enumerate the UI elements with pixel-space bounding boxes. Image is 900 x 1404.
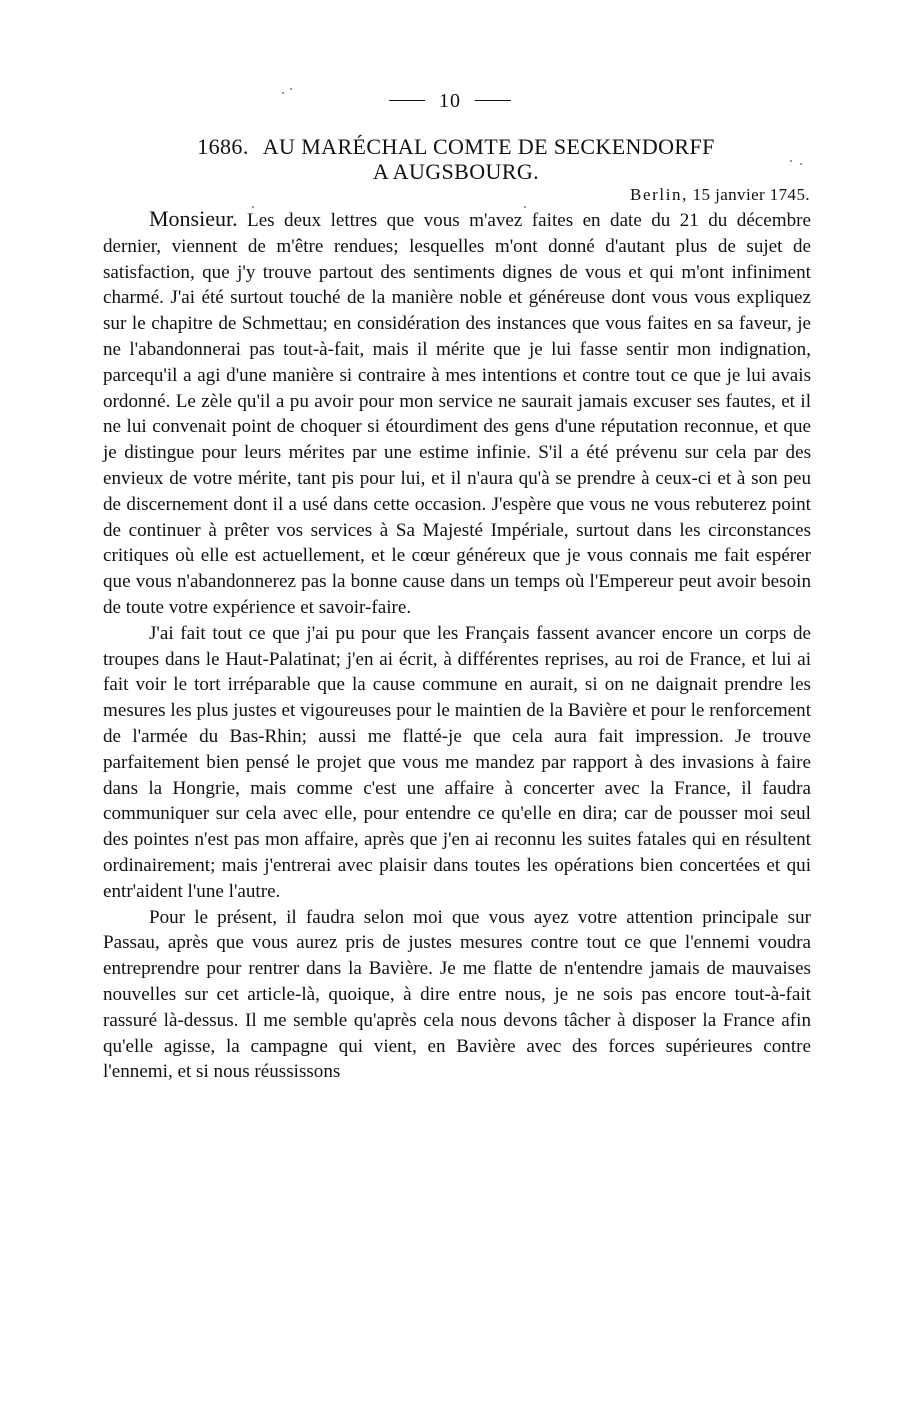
paragraph-1-text: Les deux lettres que vous m'avez faites en date du 21 du décembre dernier, viennent de m'être rendues; lesquelles m'ont donné d'autant plus de sujet de satisfaction, que j'y trouve partout des sentiments dignes de vous et qui m'ont infiniment charmé. J'ai été surtout touché de la manière noble et généreuse dont vous vous expliquez sur le chapitre de Schmettau; en considération des instances que vous faites en sa faveur, je ne l'abandonnerai pas tout-à-fait, mais il mérite que je lui fasse sentir mon indignation, parcequ'il a agi d'une manière si contraire à mes intentions et contre tout ce que je lui avais ordonné. Le zèle qu'il a pu avoir pour mon service ne saurait jamais excuser ses fautes, et il ne lui convenait point de choquer si étourdiment des gens d'une réputation reconnue, et que je distingue pour leurs mérites par une estime infinie. S'il a été prévenu sur cela par des envieux de votre mérite, tant pis pour lui, et il n'aura qu'à se prendre à ceux-ci et à son peu de discernement dont il a usé dans cette occasion. J'espère que vous ne vous rebuterez point de continuer à prêter vos services à Sa Majesté Impériale, surtout dans les circonstances critiques où elle est actuellement, et le cœur généreux que je vous connais me fait espérer que vous n'abandonnerez pas la bonne cause dans un temps où l'Empereur peut avoir besoin de toute votre expérience et savoir-faire. bbox=[103, 210, 811, 618]
heading-line-1 bbox=[100, 134, 812, 159]
letter-heading bbox=[100, 134, 812, 184]
paragraph-3: Pour le présent, il faudra selon moi que vous ayez votre attention principale sur Passau, après que vous aurez pris de justes mesures contre tout ce que l'ennemi voudra entreprendre pour rentrer dans la Bavière. Je me flatte de n'entendre jamais de mauvaises nouvelles sur cet article-là, quoique, à dire entre nous, je ne sois pas encore tout-à-fait rassuré là-dessus. Il me semble qu'après cela nous devons tâcher à disposer la France afin qu'elle agisse, la campagne qui vient, en Bavière avec des forces supérieures contre l'ennemi, et si nous réussissons bbox=[103, 906, 811, 1083]
page-number-rule-left bbox=[389, 100, 425, 101]
letter-salutation: Monsieur. bbox=[149, 206, 238, 231]
page-number-value: 10 bbox=[439, 90, 461, 112]
letter-recipient-line-1: AU MARÉCHAL COMTE DE SECKENDORFF bbox=[262, 134, 715, 159]
letter-dateline bbox=[630, 184, 810, 206]
letter-recipient-line-2: A AUGSBOURG. bbox=[372, 159, 540, 184]
letter-body bbox=[103, 206, 811, 1085]
page-number bbox=[0, 88, 900, 114]
page-number-rule-right bbox=[475, 100, 511, 101]
letter-number: 1686. bbox=[197, 134, 249, 159]
paragraph-2: J'ai fait tout ce que j'ai pu pour que les Français fassent avancer encore un corps de troupes dans le Haut-Palatinat; j'en ai écrit, à différentes reprises, au roi de France, et lui ai fait voir le tort irréparable que la cause commune en aurait, si on ne daignait prendre les mesures les plus justes et vigoureuses pour le maintien de la Bavière et pour le renforcement de l'armée du Bas-Rhin; aussi me flatté-je que cela aura fait impression. Je trouve parfaitement bien pensé le projet que vous me mandez par rapport à des invasions à faire dans la Hongrie, mais comme c'est une affaire à concerter avec la France, il faudra communiquer sur cela avec elle, pour entendre ce qu'elle en dira; car de pousser moi seul des pointes n'est pas mon affaire, après que j'en ai reconnu les suites fatales qui en résultent ordinairement; mais j'entrerai avec plaisir dans toutes les opérations bien concertées et qui entr'aident l'une l'autre. bbox=[103, 622, 811, 902]
paragraph-1 bbox=[103, 206, 811, 621]
letter-date: 15 janvier 1745. bbox=[692, 185, 810, 204]
letter-place: Berlin, bbox=[630, 185, 688, 204]
